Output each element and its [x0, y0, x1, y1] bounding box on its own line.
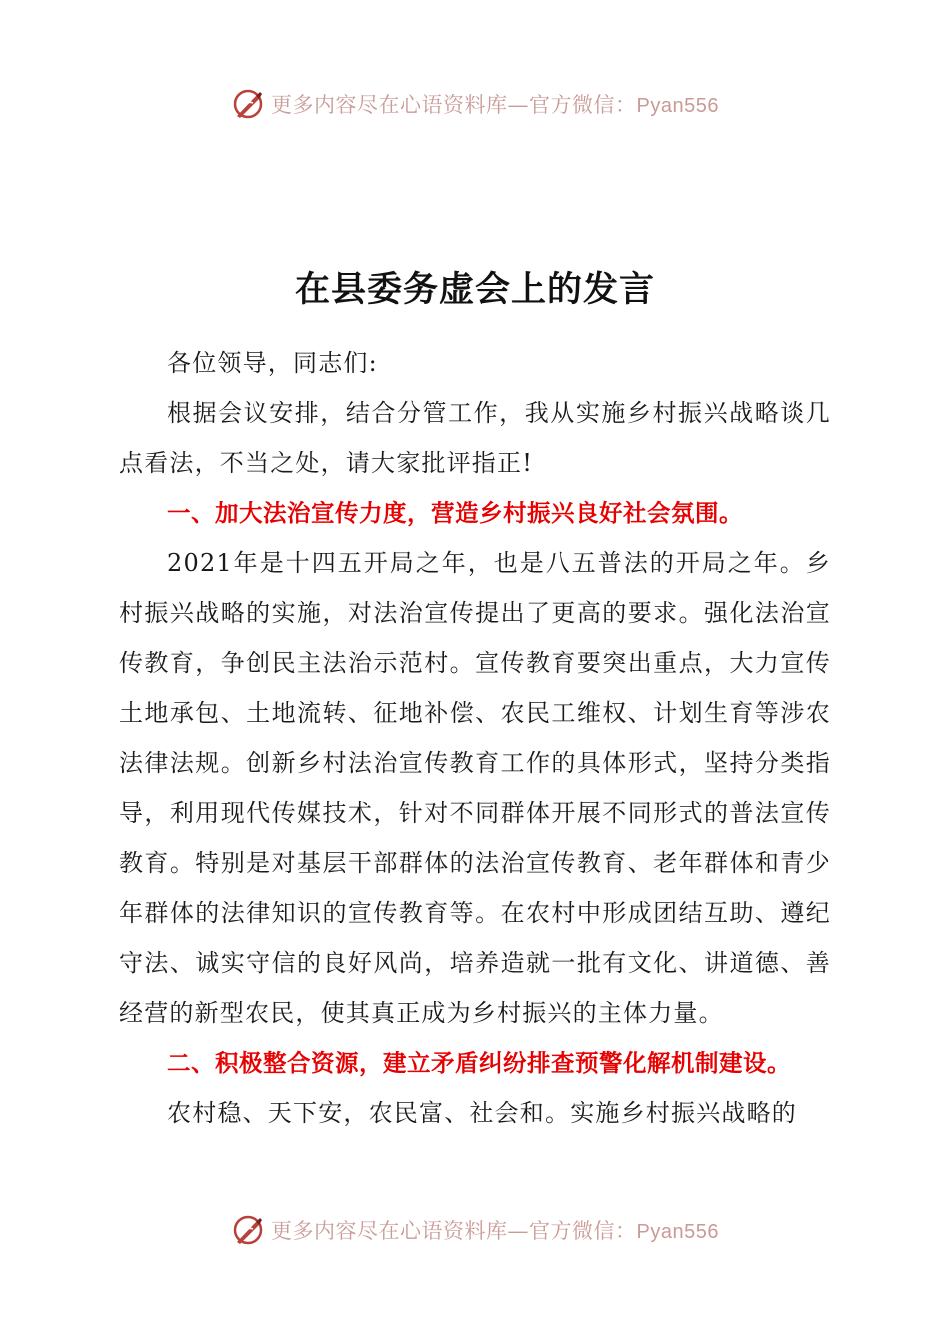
- document-title: 在县委务虚会上的发言: [294, 269, 655, 310]
- section-2-body: 农村稳、天下安，农民富、社会和。实施乡村振兴战略的: [167, 1099, 797, 1127]
- section-1-heading: 一、加大法治宣传力度，营造乡村振兴良好社会氛围。: [167, 499, 743, 527]
- wechat-id: Pyan556: [636, 1221, 719, 1243]
- watermark-footer: [0, 1210, 950, 1250]
- watermark-text: 更多内容尽在心语资料库—官方微信：Pyan556: [271, 1219, 719, 1243]
- document-body: [119, 338, 831, 1138]
- pen-logo-icon: [231, 1213, 265, 1247]
- section-2-heading: 二、积极整合资源，建立矛盾纠纷排查预警化解机制建设。: [167, 1049, 791, 1077]
- intro-paragraph: 根据会议安排，结合分管工作，我从实施乡村振兴战略谈几点看法，不当之处，请大家批评指正!: [119, 399, 831, 477]
- watermark-header: [0, 84, 950, 124]
- wechat-id: Pyan556: [636, 95, 719, 117]
- salutation: 各位领导，同志们:: [167, 349, 378, 377]
- pen-logo-icon: [231, 87, 265, 121]
- section-1-body: 2021年是十四五开局之年，也是八五普法的开局之年。乡村振兴战略的实施，对法治宣传提出了更高的要求。强化法治宣传教育，争创民主法治示范村。宣传教育要突出重点，大力宣传土地承包、土地流转、征地补偿、农民工维权、计划生育等涉农法律法规。创新乡村法治宣传教育工作的具体形式，坚持分类指导，利用现代传媒技术，针对不同群体开展不同形式的普法宣传教育。特别是对基层干部群体的法治宣传教育、老年群体和青少年群体的法律知识的宣传教育等。在农村中形成团结互助、遵纪守法、诚实守信的良好风尚，培养造就一批有文化、讲道德、善经营的新型农民，使其真正成为乡村振兴的主体力量。: [119, 549, 831, 1027]
- watermark-text: 更多内容尽在心语资料库—官方微信：Pyan556: [271, 93, 719, 117]
